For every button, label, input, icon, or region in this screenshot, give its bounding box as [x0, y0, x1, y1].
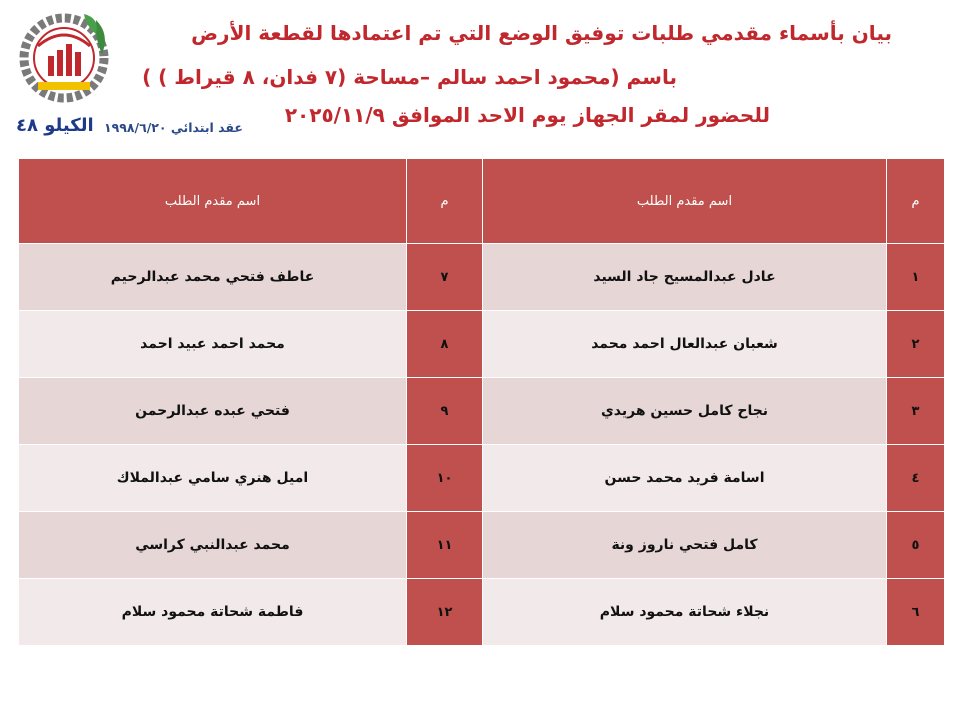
table-row — [19, 512, 945, 579]
row-num: ٤ — [887, 445, 945, 512]
applicant-name: عادل عبدالمسيح جاد السيد — [483, 244, 887, 311]
applicant-name: عاطف فتحي محمد عبدالرحيم — [19, 244, 407, 311]
header-num-left: م — [407, 159, 483, 244]
title-line-2: باسم (محمود احمد سالم –مساحة (٧ فدان، ٨ قيراط ) ) — [142, 65, 677, 89]
row-num: ١٢ — [407, 579, 483, 646]
table-row — [19, 445, 945, 512]
table-row — [19, 579, 945, 646]
row-num: ٦ — [887, 579, 945, 646]
header-name-left: اسم مقدم الطلب — [19, 159, 407, 244]
title-line-3: للحضور لمقر الجهاز يوم الاحد الموافق ٢٠٢٥/١١/٩ — [284, 103, 770, 127]
row-num: ١ — [887, 244, 945, 311]
row-num: ٩ — [407, 378, 483, 445]
applicant-name: اميل هنري سامي عبدالملاك — [19, 445, 407, 512]
applicant-name: شعبان عبدالعال احمد محمد — [483, 311, 887, 378]
header-name-right: اسم مقدم الطلب — [483, 159, 887, 244]
applicant-name: كامل فتحي ناروز ونة — [483, 512, 887, 579]
applicant-name: نجاح كامل حسين هريدي — [483, 378, 887, 445]
applicant-name: اسامة فريد محمد حسن — [483, 445, 887, 512]
row-num: ٨ — [407, 311, 483, 378]
table-row — [19, 311, 945, 378]
row-num: ١٠ — [407, 445, 483, 512]
contract-date: عقد ابتدائي ١٩٩٨/٦/٢٠ — [104, 120, 243, 135]
row-num: ٣ — [887, 378, 945, 445]
header-num-right: م — [887, 159, 945, 244]
applicants-table — [18, 158, 945, 646]
applicant-name: نجلاء شحاتة محمود سلام — [483, 579, 887, 646]
applicant-name: فتحي عبده عبدالرحمن — [19, 378, 407, 445]
table-row — [19, 378, 945, 445]
table-row — [19, 244, 945, 311]
applicant-name: فاطمة شحاتة محمود سلام — [19, 579, 407, 646]
row-num: ٧ — [407, 244, 483, 311]
city-agency-seal-logo — [14, 6, 114, 106]
row-num: ٥ — [887, 512, 945, 579]
title-line-1: بيان بأسماء مقدمي طلبات توفيق الوضع التي تم اعتمادها لقطعة الأرض — [191, 21, 892, 45]
row-num: ٢ — [887, 311, 945, 378]
applicant-name: محمد عبدالنبي كراسي — [19, 512, 407, 579]
km-label: الكيلو ٤٨ — [16, 115, 94, 136]
table-header-row — [19, 159, 945, 244]
row-num: ١١ — [407, 512, 483, 579]
applicant-name: محمد احمد عبيد احمد — [19, 311, 407, 378]
